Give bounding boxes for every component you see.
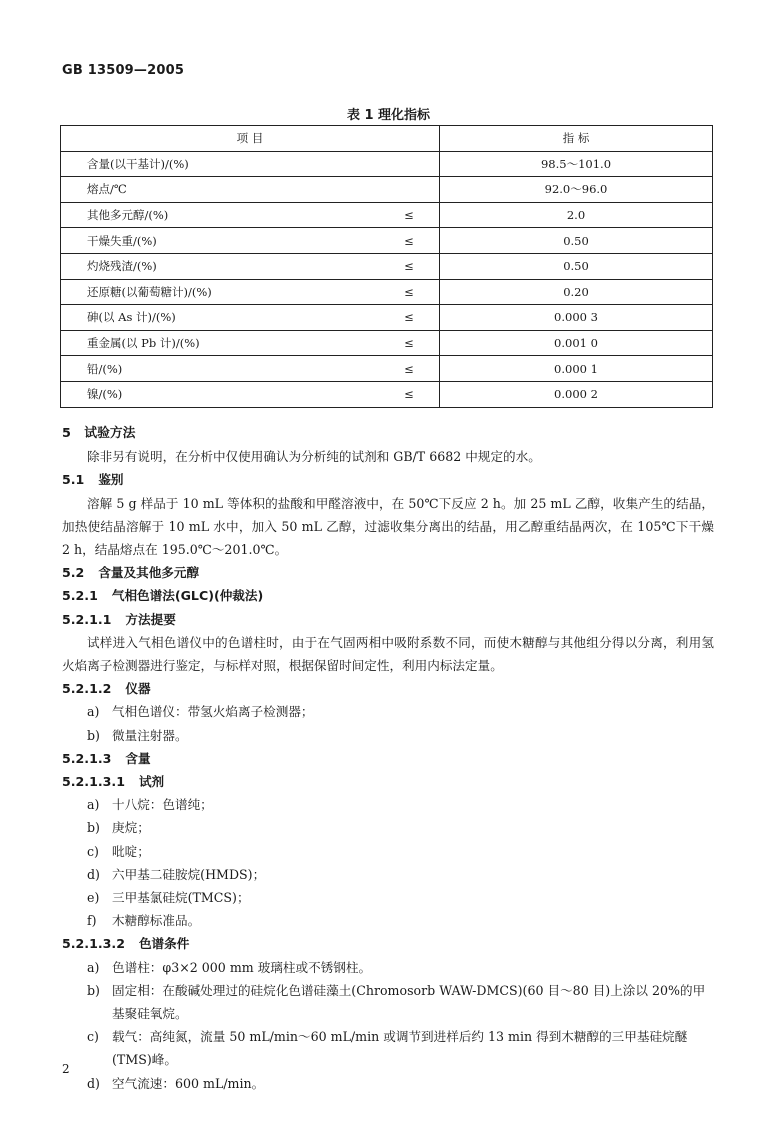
list-marker: c) (87, 843, 99, 859)
list-text: 十八烷：色谱纯； (112, 797, 213, 813)
list-marker: a) (87, 704, 100, 720)
list-item (62, 793, 714, 816)
page-number: 2 (62, 1062, 70, 1076)
list-text: 三甲基氯硅烷(TMCS)； (112, 890, 250, 906)
col-value-header: 指 标 (440, 126, 713, 152)
section-5-2-heading: 5.2 含量及其他多元醇 (62, 565, 200, 581)
list-text: 木糖醇标准品。 (112, 913, 201, 929)
list-marker: b) (87, 727, 100, 743)
row-comparator: ≤ (379, 305, 440, 331)
row-comparator: ≤ (379, 228, 440, 254)
row-comparator: ≤ (379, 279, 440, 305)
chromatography-conditions-list (62, 956, 714, 1095)
row-comparator: ≤ (379, 381, 440, 407)
row-comparator: ≤ (379, 202, 440, 228)
list-text: 微量注射器。 (112, 727, 188, 743)
section-5-2-1-1-heading: 5.2.1.1 方法提要 (62, 611, 176, 627)
list-item (62, 724, 714, 747)
table-row (61, 279, 713, 305)
list-text: 空气流速：600 mL/min。 (112, 1075, 265, 1091)
section-5-2-1-2-heading: 5.2.1.2 仪器 (62, 681, 151, 697)
section-5-heading: 5 试验方法 (62, 426, 136, 441)
list-item (62, 1025, 714, 1071)
instrument-list (62, 700, 714, 746)
table-row (61, 228, 713, 254)
list-item (62, 979, 714, 1025)
reagent-list (62, 793, 714, 932)
list-marker: d) (87, 866, 100, 882)
section-5-1-heading: 5.1 鉴别 (62, 472, 124, 488)
row-value: 0.50 (440, 228, 713, 254)
row-item: 铅/(%) (61, 356, 380, 382)
section-5-2-1-heading: 5.2.1 气相色谱法(GLC)(仲裁法) (62, 588, 264, 604)
row-comparator (379, 177, 440, 203)
row-item: 含量(以干基计)/(%) (61, 151, 380, 177)
table-row (61, 253, 713, 279)
row-comparator: ≤ (379, 356, 440, 382)
list-text: 载气：高纯氮，流量 50 mL/min～60 mL/min 或调节到进样后约 13 min 得到木糖醇的三甲基硅烷醚(TMS)峰。 (112, 1029, 688, 1068)
list-item (62, 956, 714, 979)
list-marker: a) (87, 797, 100, 813)
list-marker: d) (87, 1075, 100, 1091)
row-value: 0.000 2 (440, 381, 713, 407)
row-comparator (379, 151, 440, 177)
row-value: 0.000 1 (440, 356, 713, 382)
table-row (61, 330, 713, 356)
row-value: 0.50 (440, 253, 713, 279)
list-item (62, 909, 714, 932)
table-row (61, 151, 713, 177)
row-item: 干燥失重/(%) (61, 228, 380, 254)
row-item: 还原糖(以葡萄糖计)/(%) (61, 279, 380, 305)
main-content (62, 422, 714, 1095)
list-marker: e) (87, 890, 100, 906)
standard-number: GB 13509—2005 (62, 63, 185, 78)
list-marker: f) (87, 913, 97, 929)
row-comparator: ≤ (379, 330, 440, 356)
row-item: 灼烧残渣/(%) (61, 253, 380, 279)
list-item (62, 886, 714, 909)
section-5-2-1-1-text: 试样进入气相色谱仪中的色谱柱时，由于在气固两相中吸附系数不同，而使木糖醇与其他组分得以分离，利用氢火焰离子检测器进行鉴定，与标样对照，根据保留时间定性，利用内标法定量。 (62, 634, 714, 674)
row-item: 重金属(以 Pb 计)/(%) (61, 330, 380, 356)
table-row (61, 356, 713, 382)
list-marker: b) (87, 820, 100, 836)
section-5-2-1-3-2-heading: 5.2.1.3.2 色谱条件 (62, 936, 190, 952)
list-marker: b) (87, 982, 100, 998)
list-text: 气相色谱仪：带氢火焰离子检测器； (112, 704, 314, 720)
row-item: 其他多元醇/(%) (61, 202, 380, 228)
table-row (61, 202, 713, 228)
row-comparator: ≤ (379, 253, 440, 279)
list-text: 庚烷； (112, 820, 150, 836)
section-5-2-1-3-1-heading: 5.2.1.3.1 试剂 (62, 774, 165, 790)
table-row (61, 381, 713, 407)
list-item (62, 1072, 714, 1095)
list-marker: a) (87, 959, 100, 975)
section-5-2-1-3-heading: 5.2.1.3 含量 (62, 750, 151, 766)
row-value: 0.001 0 (440, 330, 713, 356)
row-value: 98.5～101.0 (440, 151, 713, 177)
list-item (62, 840, 714, 863)
list-marker: c) (87, 1029, 99, 1045)
list-text: 吡啶； (112, 843, 150, 859)
table-row (61, 305, 713, 331)
spec-table (60, 125, 713, 408)
list-text: 六甲基二硅胺烷(HMDS)； (112, 866, 266, 882)
list-item (62, 700, 714, 723)
row-value: 0.000 3 (440, 305, 713, 331)
row-item: 熔点/℃ (61, 177, 380, 203)
list-item (62, 816, 714, 839)
section-5-intro: 除非另有说明，在分析中仅使用确认为分析纯的试剂和 GB/T 6682 中规定的水。 (87, 449, 541, 465)
list-text: 固定相：在酸碱处理过的硅烷化色谱硅藻土(Chromosorb WAW-DMCS)(60 目～80 目)上涂以 20%的甲基聚硅氧烷。 (112, 982, 706, 1022)
row-value: 92.0～96.0 (440, 177, 713, 203)
row-item: 镍/(%) (61, 381, 380, 407)
table-caption: 表 1 理化指标 (346, 108, 431, 123)
row-value: 0.20 (440, 279, 713, 305)
col-item-header: 项 目 (61, 126, 440, 152)
row-value: 2.0 (440, 202, 713, 228)
section-5-1-text: 溶解 5 g 样品于 10 mL 等体积的盐酸和甲醛溶液中，在 50℃下反应 2 h。加 25 mL 乙醇，收集产生的结晶，加热使结晶溶解于 10 mL 水中，加入 50 mL 乙醇，过滤收集分离出的结晶，用乙醇重结晶两次，在 105℃下干燥 2 h，结晶熔点在 195.0℃～201.0℃。 (62, 495, 714, 558)
table-row (61, 177, 713, 203)
table-header-row (61, 126, 713, 152)
list-text: 色谱柱：φ3×2 000 mm 玻璃柱或不锈钢柱。 (112, 959, 372, 975)
list-item (62, 863, 714, 886)
row-item: 砷(以 As 计)/(%) (61, 305, 380, 331)
